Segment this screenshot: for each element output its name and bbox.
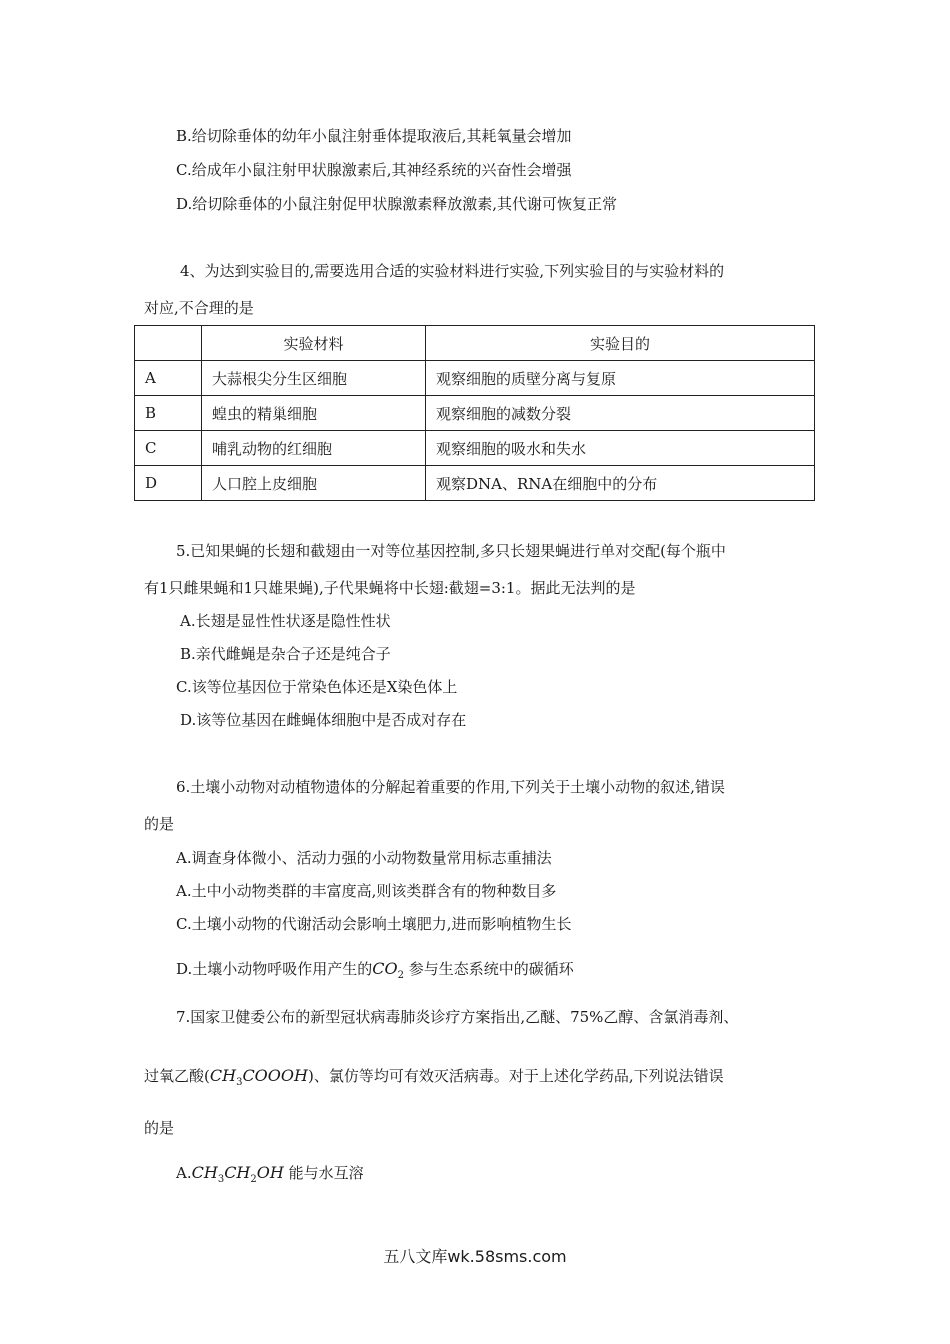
table-cell: C (135, 431, 202, 466)
q7-line2-pre: 过氧乙酸( (144, 1067, 210, 1085)
q4-stem-line1: 4、为达到实验目的,需要选用合适的实验材料进行实验,下列实验目的与实验材料的 (180, 262, 725, 280)
table-row (135, 361, 815, 396)
formula-part: COOOH (242, 1066, 308, 1085)
table-header-row (135, 326, 815, 361)
table-cell: D (135, 466, 202, 501)
q6-option-a1: A.调查身体微小、活动力强的小动物数量常用标志重捕法 (176, 849, 552, 867)
q6-option-a2: A.土中小动物类群的丰富度高,则该类群含有的物种数目多 (176, 882, 557, 900)
q6-option-c: C.土壤小动物的代谢活动会影响土壤肥力,进而影响植物生长 (176, 915, 572, 933)
q3-option-c: C.给成年小鼠注射甲状腺激素后,其神经系统的兴奋性会增强 (176, 161, 572, 179)
table-header-cell: 实验材料 (202, 326, 426, 361)
q5-stem-line2: 有1只雌果蝇和1只雄果蝇),子代果蝇将中长翅:截翅=3:1。据此无法判的是 (144, 579, 636, 597)
table-row (135, 396, 815, 431)
table-cell: 人口腔上皮细胞 (202, 466, 426, 501)
co2-formula-main: CO (372, 959, 398, 978)
formula-part: CH (209, 1066, 237, 1085)
q6-option-d-text-post: 参与生态系统中的碳循环 (408, 960, 574, 978)
q4-stem-line2: 对应,不合理的是 (144, 299, 254, 317)
co2-formula (372, 959, 404, 981)
formula-sub: 3 (236, 1077, 243, 1088)
q7-option-a (176, 1163, 364, 1190)
table-cell: 大蒜根尖分生区细胞 (202, 361, 426, 396)
q6-stem-line2: 的是 (144, 815, 175, 833)
q3-option-b: B.给切除垂体的幼年小鼠注射垂体提取液后,其耗氧量会增加 (176, 127, 572, 145)
table-cell: 蝗虫的精巢细胞 (202, 396, 426, 431)
q5-option-b: B.亲代雌蝇是杂合子还是纯合子 (180, 645, 391, 663)
table-cell: A (135, 361, 202, 396)
q4-table (134, 325, 815, 501)
q7-option-a-label: A. (176, 1164, 192, 1182)
q6-option-d-text: D.土壤小动物呼吸作用产生的 (176, 960, 373, 978)
table-cell: 观察细胞的吸水和失水 (426, 431, 815, 466)
q7-stem-line1: 7.国家卫健委公布的新型冠状病毒肺炎诊疗方案指出,乙醚、75%乙醇、含氯消毒剂、 (176, 1008, 739, 1026)
co2-formula-sub: 2 (397, 970, 404, 981)
q7-stem-line3: 的是 (144, 1119, 175, 1137)
table-cell: 观察DNA、RNA在细胞中的分布 (426, 466, 815, 501)
formula-sub: 2 (250, 1174, 257, 1185)
formula-part: OH (256, 1163, 284, 1182)
q5-stem-line1: 5.已知果蝇的长翅和截翅由一对等位基因控制,多只长翅果蝇进行单对交配(每个瓶中 (176, 542, 726, 560)
q6-option-d (176, 959, 574, 986)
table-row (135, 466, 815, 501)
table-header-cell (135, 326, 202, 361)
q7-stem-line2 (144, 1066, 724, 1093)
q3-option-d: D.给切除垂体的小鼠注射促甲状腺激素释放激素,其代谢可恢复正常 (176, 195, 618, 213)
table-cell: 观察细胞的质壁分离与复原 (426, 361, 815, 396)
table-cell: 观察细胞的减数分裂 (426, 396, 815, 431)
q5-option-c: C.该等位基因位于常染色体还是X染色体上 (176, 678, 458, 696)
formula-part: CH (224, 1163, 251, 1182)
footer-watermark: 五八文库wk.58sms.com (383, 1247, 567, 1266)
q5-option-d: D.该等位基因在雌蝇体细胞中是否成对存在 (180, 711, 467, 729)
q5-option-a: A.长翅是显性性状逐是隐性性状 (180, 612, 391, 630)
table-cell: B (135, 396, 202, 431)
ethanol-formula (191, 1163, 284, 1185)
q7-line2-post: )、氯仿等均可有效灭活病毒。对于上述化学药品,下列说法错误 (307, 1067, 724, 1085)
table-cell: 哺乳动物的红细胞 (202, 431, 426, 466)
q6-stem-line1: 6.土壤小动物对动植物遗体的分解起着重要的作用,下列关于土壤小动物的叙述,错误 (176, 778, 725, 796)
table-header-cell: 实验目的 (426, 326, 815, 361)
q7-option-a-text: 能与水互溶 (288, 1164, 364, 1182)
formula-sub: 3 (217, 1174, 225, 1185)
peracetic-acid-formula (209, 1066, 308, 1088)
formula-part: CH (191, 1163, 218, 1182)
table-row (135, 431, 815, 466)
